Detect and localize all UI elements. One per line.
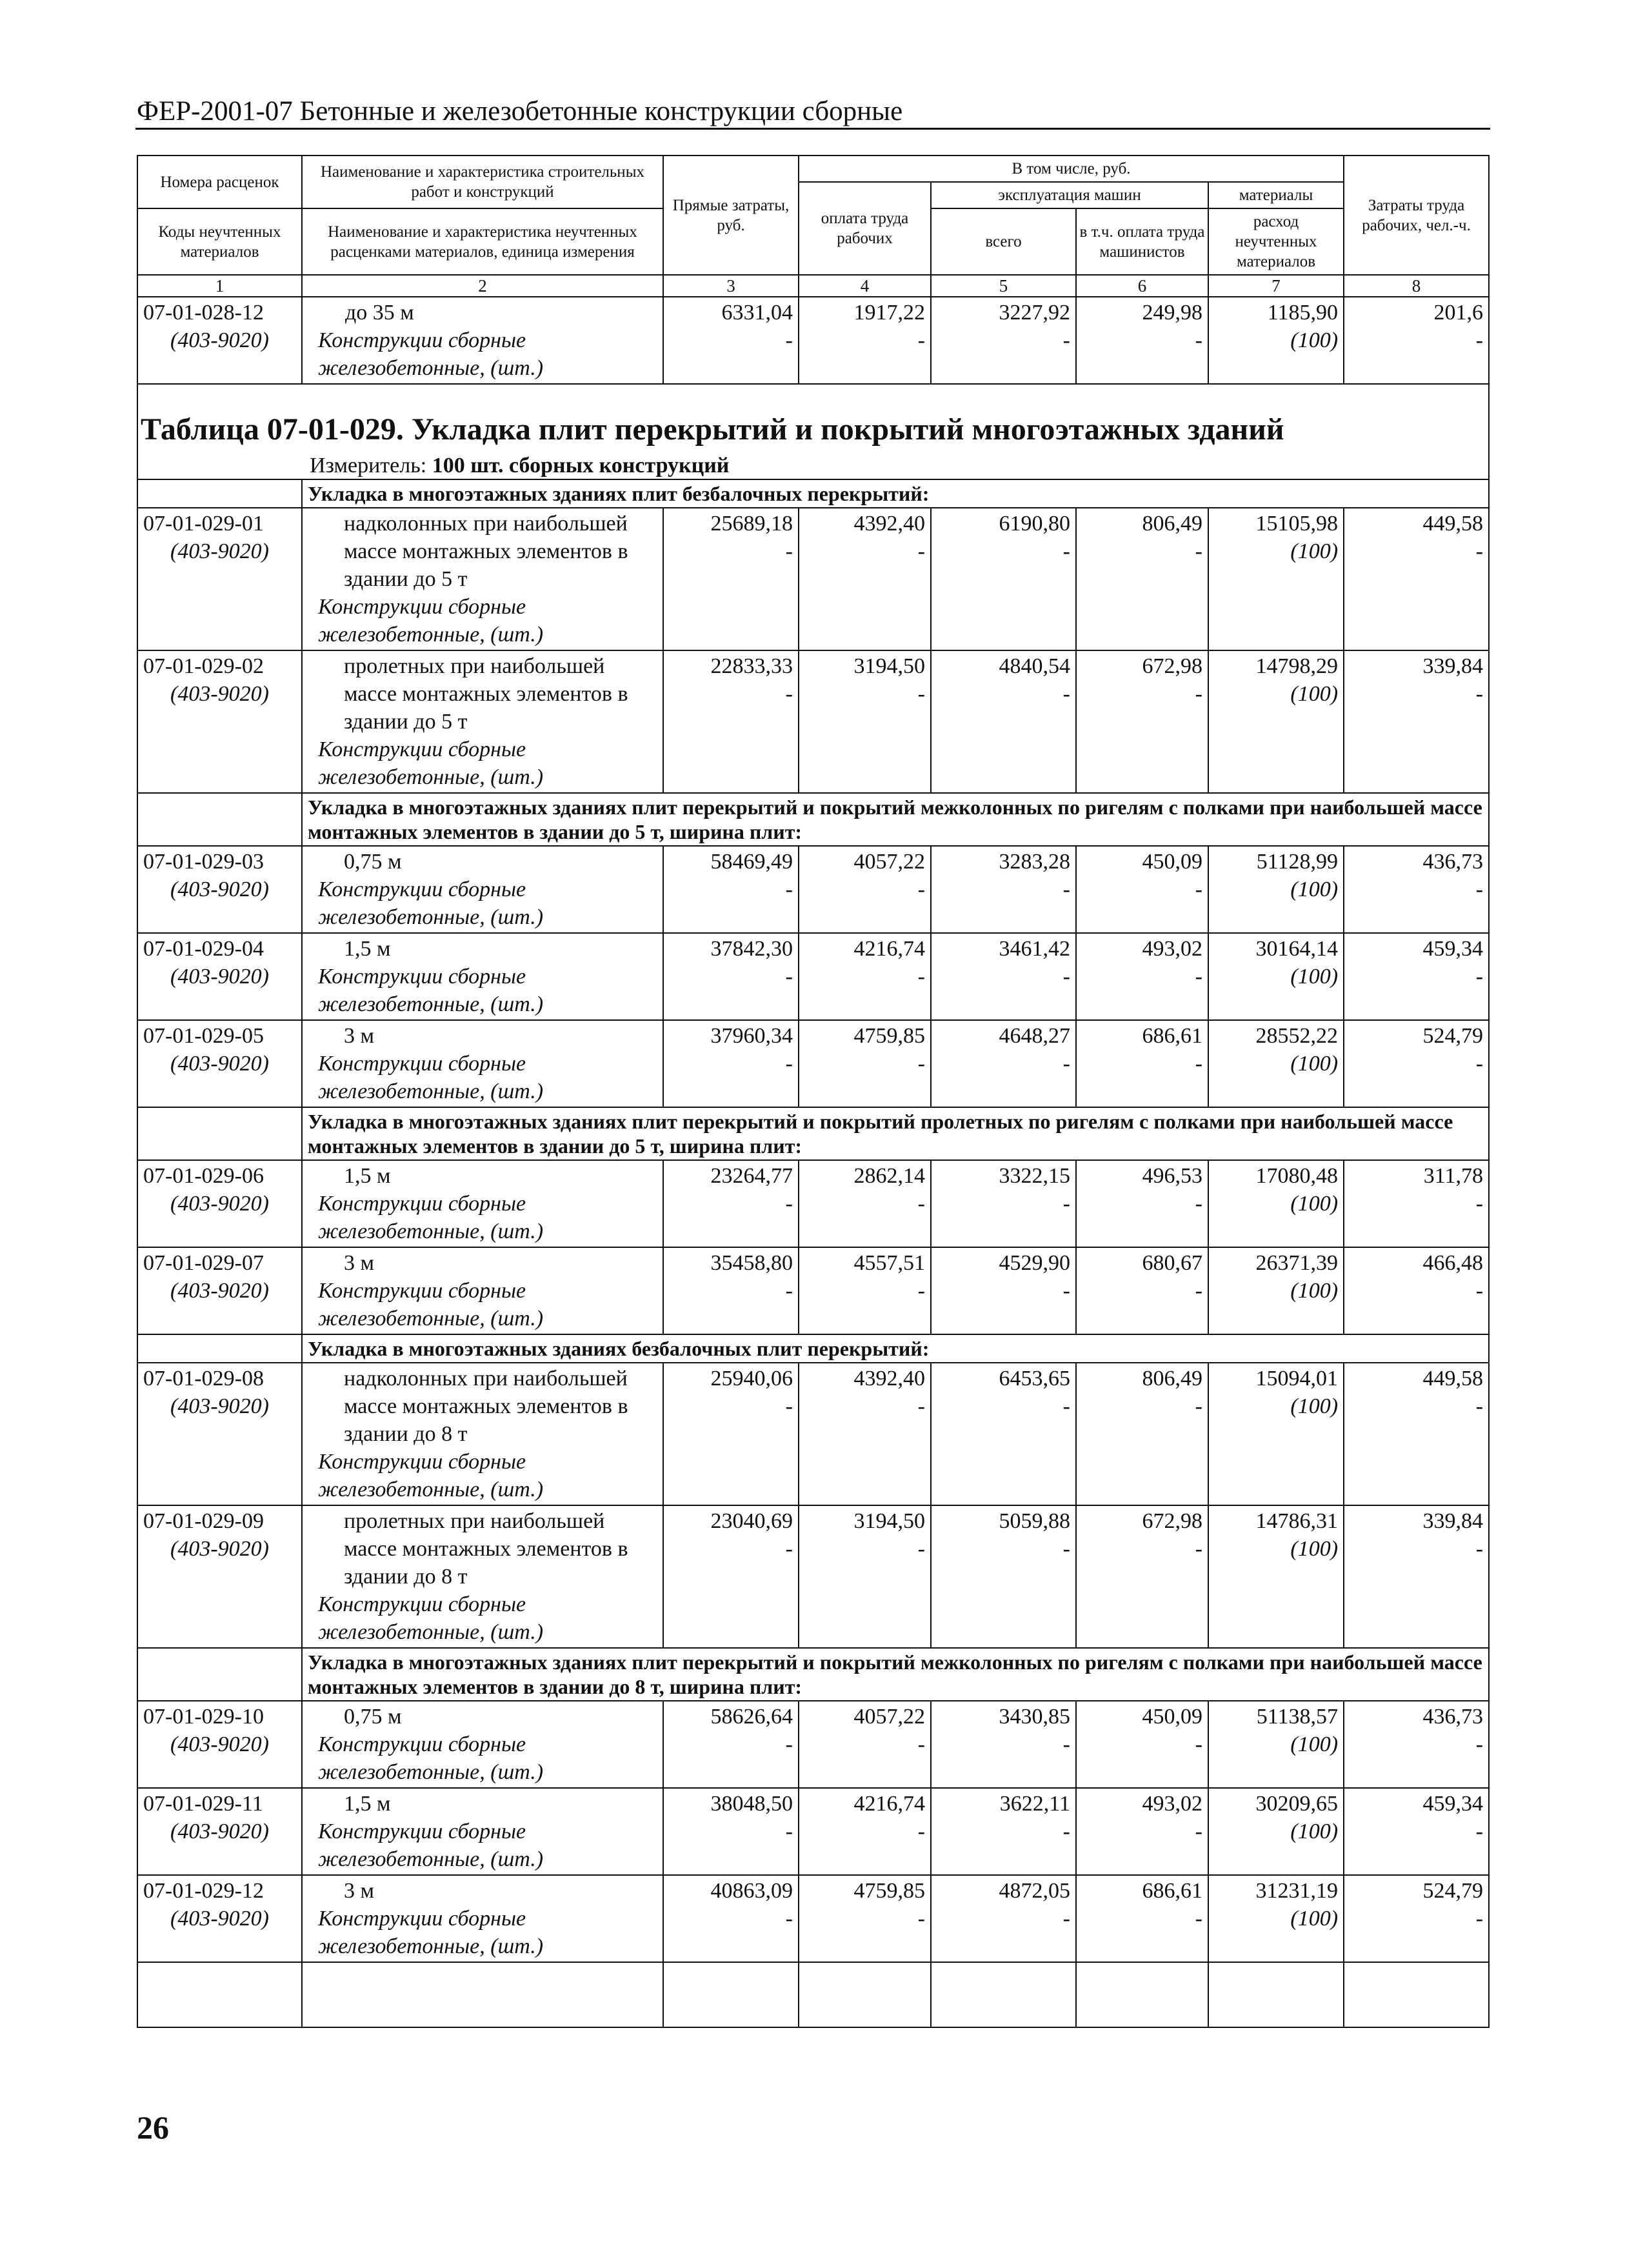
rate-code-cell: 07-01-029-05 (403-9020) xyxy=(137,1020,302,1107)
materials-cell: 51138,57 (100) xyxy=(1208,1701,1344,1788)
machines-cell: 6453,65 - xyxy=(931,1363,1076,1505)
col-header-name: Наименование и характеристика строительных работ и конструкций xyxy=(302,156,663,208)
table-title: Таблица 07-01-029. Укладка плит перекрытий и покрытий многоэтажных зданий xyxy=(141,412,1284,447)
direct-cost-cell: 22833,33 - xyxy=(663,650,799,793)
wages-cell: 4216,74 - xyxy=(799,933,931,1020)
rate-name-cell: надколонных при наибольшей массе монтажных элементов в здании до 8 т Конструкции сборные железобетонные, (шт.) xyxy=(302,1363,663,1505)
wages-cell: 2862,14 - xyxy=(799,1160,931,1247)
labor-cell: 339,84 - xyxy=(1344,1505,1489,1648)
section-heading: Укладка в многоэтажных зданиях плит перекрытий и покрытий межколонных по ригелям с полками при наибольшей массе монтажных элементов в здании до 5 т, ширина плит: xyxy=(302,793,1489,846)
col-header-codes: Номера расценок xyxy=(137,156,302,208)
machines-cell: 3461,42 - xyxy=(931,933,1076,1020)
section-heading-row xyxy=(137,479,1489,508)
table-row xyxy=(137,1363,1489,1505)
labor-cell: 524,79 - xyxy=(1344,1875,1489,1962)
direct-cost-cell: 23040,69 - xyxy=(663,1505,799,1648)
col-header-in-total: В том числе, руб. xyxy=(799,156,1344,182)
section-heading: Укладка в многоэтажных зданиях плит перекрытий и покрытий пролетных по ригелям с полками при наибольшей массе монтажных элементов в здании до 5 т, ширина плит: xyxy=(302,1107,1489,1160)
direct-cost-cell: 6331,04 - xyxy=(663,297,799,384)
labor-cell: 449,58 - xyxy=(1344,1363,1489,1505)
labor-cell: 524,79 - xyxy=(1344,1020,1489,1107)
empty-cell xyxy=(1208,1962,1344,2027)
column-number: 5 xyxy=(931,275,1076,297)
section-heading-row xyxy=(137,1648,1489,1701)
page-header: ФЕР-2001-07 Бетонные и железобетонные конструкции сборные xyxy=(137,96,903,126)
labor-cell: 436,73 - xyxy=(1344,846,1489,933)
rate-name-cell: надколонных при наибольшей массе монтажных элементов в здании до 5 т Конструкции сборные железобетонные, (шт.) xyxy=(302,508,663,650)
direct-cost-cell: 38048,50 - xyxy=(663,1788,799,1875)
labor-cell: 459,34 - xyxy=(1344,933,1489,1020)
wages-cell: 3194,50 - xyxy=(799,1505,931,1648)
machines-cell: 3622,11 - xyxy=(931,1788,1076,1875)
labor-cell: 436,73 - xyxy=(1344,1701,1489,1788)
wages-cell: 4216,74 - xyxy=(799,1788,931,1875)
section-heading: Укладка в многоэтажных зданиях безбалочных плит перекрытий: xyxy=(302,1334,1489,1363)
rates-table xyxy=(137,155,1490,2028)
rate-code-cell: 07-01-029-12 (403-9020) xyxy=(137,1875,302,1962)
machinist-wages-cell: 680,67 - xyxy=(1076,1247,1208,1334)
table-row xyxy=(137,1701,1489,1788)
table-title-row xyxy=(137,384,1489,479)
column-number: 6 xyxy=(1076,275,1208,297)
rate-name-cell: 1,5 м Конструкции сборные железобетонные, (шт.) xyxy=(302,1160,663,1247)
machinist-wages-cell: 686,61 - xyxy=(1076,1020,1208,1107)
wages-cell: 4392,40 - xyxy=(799,508,931,650)
column-number: 1 xyxy=(137,275,302,297)
machinist-wages-cell: 249,98 - xyxy=(1076,297,1208,384)
machines-cell: 4840,54 - xyxy=(931,650,1076,793)
col-header-material-use: расход неучтенных материалов xyxy=(1208,208,1344,275)
rate-code-cell: 07-01-029-03 (403-9020) xyxy=(137,846,302,933)
materials-cell: 14786,31 (100) xyxy=(1208,1505,1344,1648)
rate-name-cell: 1,5 м Конструкции сборные железобетонные, (шт.) xyxy=(302,1788,663,1875)
section-heading-row xyxy=(137,793,1489,846)
wages-cell: 1917,22 - xyxy=(799,297,931,384)
column-number: 8 xyxy=(1344,275,1489,297)
direct-cost-cell: 58626,64 - xyxy=(663,1701,799,1788)
machines-cell: 4529,90 - xyxy=(931,1247,1076,1334)
machinist-wages-cell: 493,02 - xyxy=(1076,1788,1208,1875)
rate-name-cell: пролетных при наибольшей массе монтажных элементов в здании до 8 т Конструкции сборные железобетонные, (шт.) xyxy=(302,1505,663,1648)
rate-code-cell: 07-01-029-04 (403-9020) xyxy=(137,933,302,1020)
rate-code-cell: 07-01-029-01 (403-9020) xyxy=(137,508,302,650)
col-header-machinist-wages: в т.ч. оплата труда машинистов xyxy=(1076,208,1208,275)
table-row xyxy=(137,1020,1489,1107)
empty-cell xyxy=(302,1962,663,2027)
col-header-wages: оплата труда рабочих xyxy=(799,182,931,275)
machinist-wages-cell: 806,49 - xyxy=(1076,508,1208,650)
column-numbers-row xyxy=(137,275,1489,297)
rate-name-cell: 1,5 м Конструкции сборные железобетонные, (шт.) xyxy=(302,933,663,1020)
col-header-machines-total: всего xyxy=(931,208,1076,275)
rate-name-cell: до 35 м Конструкции сборные железобетонные, (шт.) xyxy=(302,297,663,384)
direct-cost-cell: 35458,80 - xyxy=(663,1247,799,1334)
materials-cell: 15094,01 (100) xyxy=(1208,1363,1344,1505)
materials-cell: 28552,22 (100) xyxy=(1208,1020,1344,1107)
measure-line: Измеритель: 100 шт. сборных конструкций xyxy=(310,454,730,477)
col-header-materials: материалы xyxy=(1208,182,1344,208)
col-header-labor: Затраты труда рабочих, чел.-ч. xyxy=(1344,156,1489,275)
machinist-wages-cell: 496,53 - xyxy=(1076,1160,1208,1247)
machines-cell: 5059,88 - xyxy=(931,1505,1076,1648)
rate-name-cell: 3 м Конструкции сборные железобетонные, (шт.) xyxy=(302,1247,663,1334)
table-row xyxy=(137,846,1489,933)
table-row xyxy=(137,1505,1489,1648)
section-heading: Укладка в многоэтажных зданиях плит безбалочных перекрытий: xyxy=(302,479,1489,508)
rate-code-cell: 07-01-029-10 (403-9020) xyxy=(137,1701,302,1788)
rate-code-cell: 07-01-028-12 (403-9020) xyxy=(137,297,302,384)
table-row xyxy=(137,1160,1489,1247)
wages-cell: 4057,22 - xyxy=(799,846,931,933)
materials-cell: 17080,48 (100) xyxy=(1208,1160,1344,1247)
table-row xyxy=(137,1247,1489,1334)
materials-cell: 15105,98 (100) xyxy=(1208,508,1344,650)
machinist-wages-cell: 806,49 - xyxy=(1076,1363,1208,1505)
direct-cost-cell: 25940,06 - xyxy=(663,1363,799,1505)
direct-cost-cell: 37842,30 - xyxy=(663,933,799,1020)
section-spacer-cell xyxy=(137,1648,302,1701)
materials-cell: 1185,90 (100) xyxy=(1208,297,1344,384)
empty-cell xyxy=(663,1962,799,2027)
direct-cost-cell: 40863,09 - xyxy=(663,1875,799,1962)
materials-cell: 26371,39 (100) xyxy=(1208,1247,1344,1334)
machines-cell: 3283,28 - xyxy=(931,846,1076,933)
col-header-material-name: Наименование и характеристика неучтенных расценками материалов, единица измерения xyxy=(302,208,663,275)
section-spacer-cell xyxy=(137,1334,302,1363)
section-heading: Укладка в многоэтажных зданиях плит перекрытий и покрытий межколонных по ригелям с полками при наибольшей массе монтажных элементов в здании до 8 т, ширина плит: xyxy=(302,1648,1489,1701)
section-heading-row xyxy=(137,1107,1489,1160)
labor-cell: 466,48 - xyxy=(1344,1247,1489,1334)
table-row xyxy=(137,933,1489,1020)
labor-cell: 311,78 - xyxy=(1344,1160,1489,1247)
machinist-wages-cell: 493,02 - xyxy=(1076,933,1208,1020)
rate-name-cell: 3 м Конструкции сборные железобетонные, (шт.) xyxy=(302,1020,663,1107)
machinist-wages-cell: 672,98 - xyxy=(1076,650,1208,793)
column-number: 3 xyxy=(663,275,799,297)
rate-code-cell: 07-01-029-02 (403-9020) xyxy=(137,650,302,793)
column-number: 2 xyxy=(302,275,663,297)
section-spacer-cell xyxy=(137,479,302,508)
machinist-wages-cell: 450,09 - xyxy=(1076,1701,1208,1788)
rate-code-cell: 07-01-029-09 (403-9020) xyxy=(137,1505,302,1648)
materials-cell: 14798,29 (100) xyxy=(1208,650,1344,793)
rate-name-cell: пролетных при наибольшей массе монтажных элементов в здании до 5 т Конструкции сборные железобетонные, (шт.) xyxy=(302,650,663,793)
materials-cell: 30164,14 (100) xyxy=(1208,933,1344,1020)
rate-name-cell: 0,75 м Конструкции сборные железобетонные, (шт.) xyxy=(302,1701,663,1788)
wages-cell: 4057,22 - xyxy=(799,1701,931,1788)
section-spacer-cell xyxy=(137,793,302,846)
page-number: 26 xyxy=(137,2109,169,2145)
empty-cell xyxy=(931,1962,1076,2027)
col-header-material-codes: Коды неучтенных материалов xyxy=(137,208,302,275)
wages-cell: 4392,40 - xyxy=(799,1363,931,1505)
rate-code-cell: 07-01-029-11 (403-9020) xyxy=(137,1788,302,1875)
materials-cell: 30209,65 (100) xyxy=(1208,1788,1344,1875)
table-row xyxy=(137,1875,1489,1962)
machinist-wages-cell: 450,09 - xyxy=(1076,846,1208,933)
header-rule xyxy=(135,128,1490,130)
rate-name-cell: 3 м Конструкции сборные железобетонные, (шт.) xyxy=(302,1875,663,1962)
empty-cell xyxy=(1076,1962,1208,2027)
materials-cell: 51128,99 (100) xyxy=(1208,846,1344,933)
empty-cell xyxy=(1344,1962,1489,2027)
machinist-wages-cell: 686,61 - xyxy=(1076,1875,1208,1962)
labor-cell: 449,58 - xyxy=(1344,508,1489,650)
col-header-machines: эксплуатация машин xyxy=(931,182,1208,208)
rate-name-cell: 0,75 м Конструкции сборные железобетонные, (шт.) xyxy=(302,846,663,933)
machines-cell: 3227,92 - xyxy=(931,297,1076,384)
direct-cost-cell: 23264,77 - xyxy=(663,1160,799,1247)
machines-cell: 3322,15 - xyxy=(931,1160,1076,1247)
direct-cost-cell: 37960,34 - xyxy=(663,1020,799,1107)
rate-code-cell: 07-01-029-06 (403-9020) xyxy=(137,1160,302,1247)
table-row xyxy=(137,297,1489,384)
table-filler-row xyxy=(137,1962,1489,2027)
table-row xyxy=(137,1788,1489,1875)
rate-code-cell: 07-01-029-08 (403-9020) xyxy=(137,1363,302,1505)
labor-cell: 201,6 - xyxy=(1344,297,1489,384)
labor-cell: 459,34 - xyxy=(1344,1788,1489,1875)
table-row xyxy=(137,650,1489,793)
wages-cell: 4557,51 - xyxy=(799,1247,931,1334)
machines-cell: 3430,85 - xyxy=(931,1701,1076,1788)
section-spacer-cell xyxy=(137,1107,302,1160)
machines-cell: 4872,05 - xyxy=(931,1875,1076,1962)
materials-cell: 31231,19 (100) xyxy=(1208,1875,1344,1962)
column-number: 7 xyxy=(1208,275,1344,297)
table-row xyxy=(137,508,1489,650)
direct-cost-cell: 25689,18 - xyxy=(663,508,799,650)
machines-cell: 4648,27 - xyxy=(931,1020,1076,1107)
machinist-wages-cell: 672,98 - xyxy=(1076,1505,1208,1648)
section-heading-row xyxy=(137,1334,1489,1363)
machines-cell: 6190,80 - xyxy=(931,508,1076,650)
direct-cost-cell: 58469,49 - xyxy=(663,846,799,933)
empty-cell xyxy=(799,1962,931,2027)
column-number: 4 xyxy=(799,275,931,297)
col-header-direct: Прямые затраты, руб. xyxy=(663,156,799,275)
rate-code-cell: 07-01-029-07 (403-9020) xyxy=(137,1247,302,1334)
labor-cell: 339,84 - xyxy=(1344,650,1489,793)
wages-cell: 3194,50 - xyxy=(799,650,931,793)
empty-cell xyxy=(137,1962,302,2027)
wages-cell: 4759,85 - xyxy=(799,1875,931,1962)
wages-cell: 4759,85 - xyxy=(799,1020,931,1107)
